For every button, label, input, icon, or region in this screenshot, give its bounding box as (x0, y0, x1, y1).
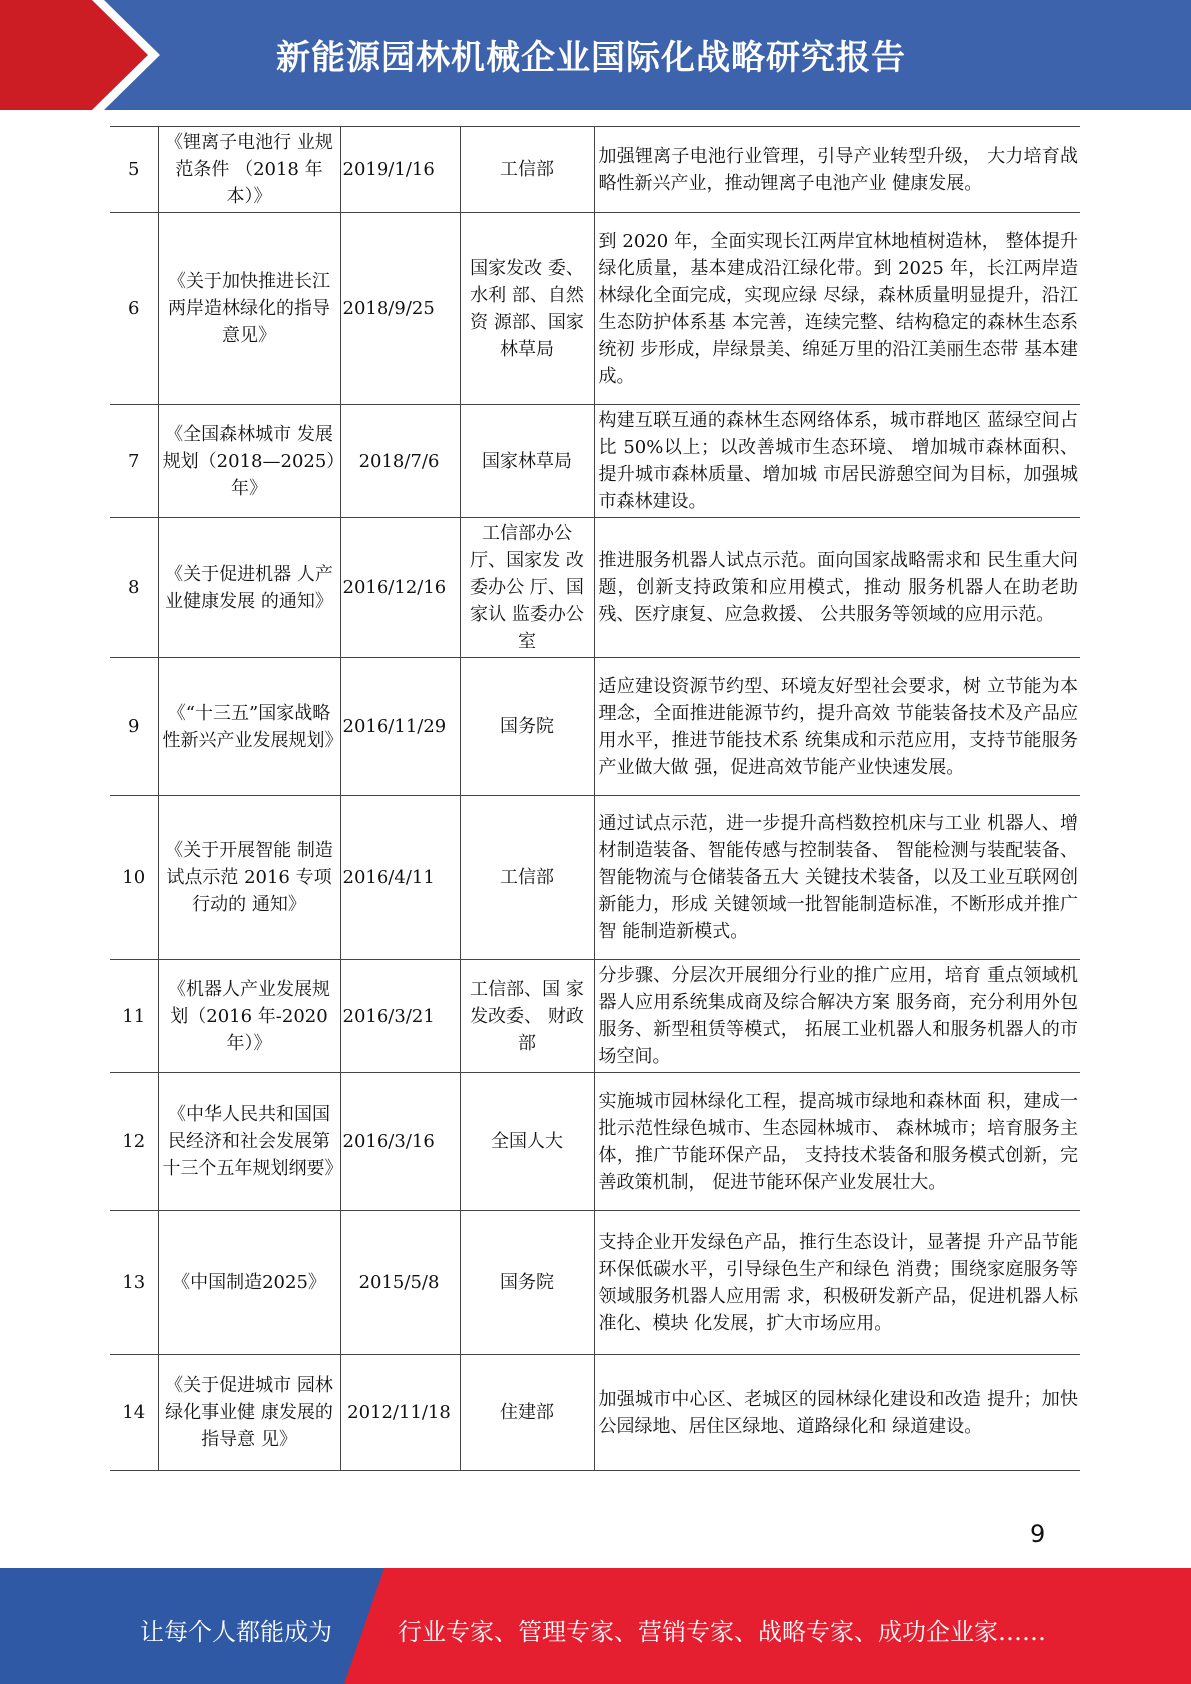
policy-content: 适应建设资源节约型、环境友好型社会要求，树 立节能为本理念，全面推进能源节约，提升高效 节能装备技术及产品应用水平，推进节能技术系 统集成和示范应用，支持节能服务产业做大做 强，促进高效节能产业快速发展。 (594, 658, 1080, 796)
issuing-department: 国家林草局 (460, 405, 594, 518)
issuing-department: 全国人大 (460, 1073, 594, 1211)
table-row (110, 405, 1080, 518)
table-row (110, 213, 1080, 405)
policy-date: 2019/1/16 (340, 127, 460, 213)
row-number: 8 (110, 518, 158, 658)
row-number: 5 (110, 127, 158, 213)
policy-date: 2018/9/25 (340, 213, 460, 405)
footer-slogan-right: 行业专家、管理专家、营销专家、战略专家、成功企业家…… (398, 1618, 1046, 1646)
policy-date: 2016/11/29 (340, 658, 460, 796)
row-number: 11 (110, 960, 158, 1073)
issuing-department: 工信部 (460, 796, 594, 960)
policy-content: 到 2020 年，全面实现长江两岸宜林地植树造林， 整体提升绿化质量，基本建成沿江绿化带。到 2025 年，长江两岸造林绿化全面完成，实现应绿 尽绿，森林质量明显提升，沿江生态防护体系基 本完善，连续完整、结构稳定的森林生态系统初 步形成，岸绿景美、绵延万里的沿江美丽生态带 基本建成。 (594, 213, 1080, 405)
table-row (110, 796, 1080, 960)
table-row (110, 127, 1080, 213)
report-title: 新能源园林机械企业国际化战略研究报告 (276, 38, 906, 78)
policy-name: 《锂离子电池行 业规范条件 （2018 年本）》 (158, 127, 340, 213)
policy-name: 《全国森林城市 发展规划（2018—2025）年》 (158, 405, 340, 518)
issuing-department: 国务院 (460, 1211, 594, 1355)
footer-slogan-left: 让每个人都能成为 (140, 1618, 332, 1646)
issuing-department: 工信部、国 家发改委、 财政部 (460, 960, 594, 1073)
row-number: 9 (110, 658, 158, 796)
table-row (110, 1073, 1080, 1211)
policy-name: 《中华人民共和国国民经济和社会发展第十三个五年规划纲要》 (158, 1073, 340, 1211)
policy-content: 加强城市中心区、老城区的园林绿化建设和改造 提升；加快公园绿地、居住区绿地、道路绿化和 绿道建设。 (594, 1355, 1080, 1471)
row-number: 7 (110, 405, 158, 518)
policy-name: 《关于促进城市 园林绿化事业健 康发展的指导意 见》 (158, 1355, 340, 1471)
policy-name: 《“十三五”国家战略性新兴产业发展规划》 (158, 658, 340, 796)
table-row (110, 1355, 1080, 1471)
row-number: 6 (110, 213, 158, 405)
policy-content: 实施城市园林绿化工程，提高城市绿地和森林面 积，建成一批示范性绿色城市、生态园林城市、 森林城市；培育服务主体，推广节能环保产品， 支持技术装备和服务模式创新，完善政策机制， 促进节能环保产业发展壮大。 (594, 1073, 1080, 1211)
policy-content: 加强锂离子电池行业管理，引导产业转型升级， 大力培育战略性新兴产业，推动锂离子电池产业 健康发展。 (594, 127, 1080, 213)
policy-content: 分步骤、分层次开展细分行业的推广应用，培育 重点领域机器人应用系统集成商及综合解决方案 服务商，充分利用外包服务、新型租赁等模式， 拓展工业机器人和服务机器人的市场空间。 (594, 960, 1080, 1073)
policy-date: 2016/3/21 (340, 960, 460, 1073)
policy-date: 2016/3/16 (340, 1073, 460, 1211)
issuing-department: 国务院 (460, 658, 594, 796)
issuing-department: 工信部 (460, 127, 594, 213)
issuing-department: 国家发改 委、水利 部、自然资 源部、国家林草局 (460, 213, 594, 405)
page-footer (0, 1568, 1191, 1684)
policy-name: 《关于加快推进长江两岸造林绿化的指导意见》 (158, 213, 340, 405)
table-row (110, 518, 1080, 658)
chevron-arrow-icon (0, 0, 160, 110)
issuing-department: 住建部 (460, 1355, 594, 1471)
policy-content: 构建互联互通的森林生态网络体系，城市群地区 蓝绿空间占比 50%以上；以改善城市生态环境、 增加城市森林面积、提升城市森林质量、增加城 市居民游憩空间为目标，加强城市森林建设。 (594, 405, 1080, 518)
policy-table (110, 126, 1080, 1471)
policy-date: 2015/5/8 (340, 1211, 460, 1355)
policy-content: 推进服务机器人试点示范。面向国家战略需求和 民生重大问题，创新支持政策和应用模式，推动 服务机器人在助老助残、医疗康复、应急救援、 公共服务等领域的应用示范。 (594, 518, 1080, 658)
policy-date: 2012/11/18 (340, 1355, 460, 1471)
table-row (110, 658, 1080, 796)
row-number: 14 (110, 1355, 158, 1471)
policy-name: 《关于开展智能 制造试点示范 2016 专项行动的 通知》 (158, 796, 340, 960)
policy-content: 通过试点示范，进一步提升高档数控机床与工业 机器人、增材制造装备、智能传感与控制装备、 智能检测与装配装备、智能物流与仓储装备五大 关键技术装备，以及工业互联网创新能力，形成 关键领域一批智能制造标准，不断形成并推广智 能制造新模式。 (594, 796, 1080, 960)
issuing-department: 工信部办公厅、国家发 改委办公 厅、国家认 监委办公室 (460, 518, 594, 658)
page-number: 9 (1030, 1520, 1046, 1548)
table-row (110, 960, 1080, 1073)
page-header (0, 0, 1191, 110)
policy-date: 2016/12/16 (340, 518, 460, 658)
policy-name: 《中国制造2025》 (158, 1211, 340, 1355)
table-row (110, 1211, 1080, 1355)
row-number: 12 (110, 1073, 158, 1211)
policy-content: 支持企业开发绿色产品，推行生态设计，显著提 升产品节能环保低碳水平，引导绿色生产和绿色 消费；围绕家庭服务等领域服务机器人应用需 求，积极研发新产品，促进机器人标准化、模块 化发展，扩大市场应用。 (594, 1211, 1080, 1355)
row-number: 10 (110, 796, 158, 960)
policy-date: 2016/4/11 (340, 796, 460, 960)
policy-date: 2018/7/6 (340, 405, 460, 518)
policy-name: 《关于促进机器 人产业健康发展 的通知》 (158, 518, 340, 658)
row-number: 13 (110, 1211, 158, 1355)
policy-name: 《机器人产业发展规划（2016 年-2020 年）》 (158, 960, 340, 1073)
